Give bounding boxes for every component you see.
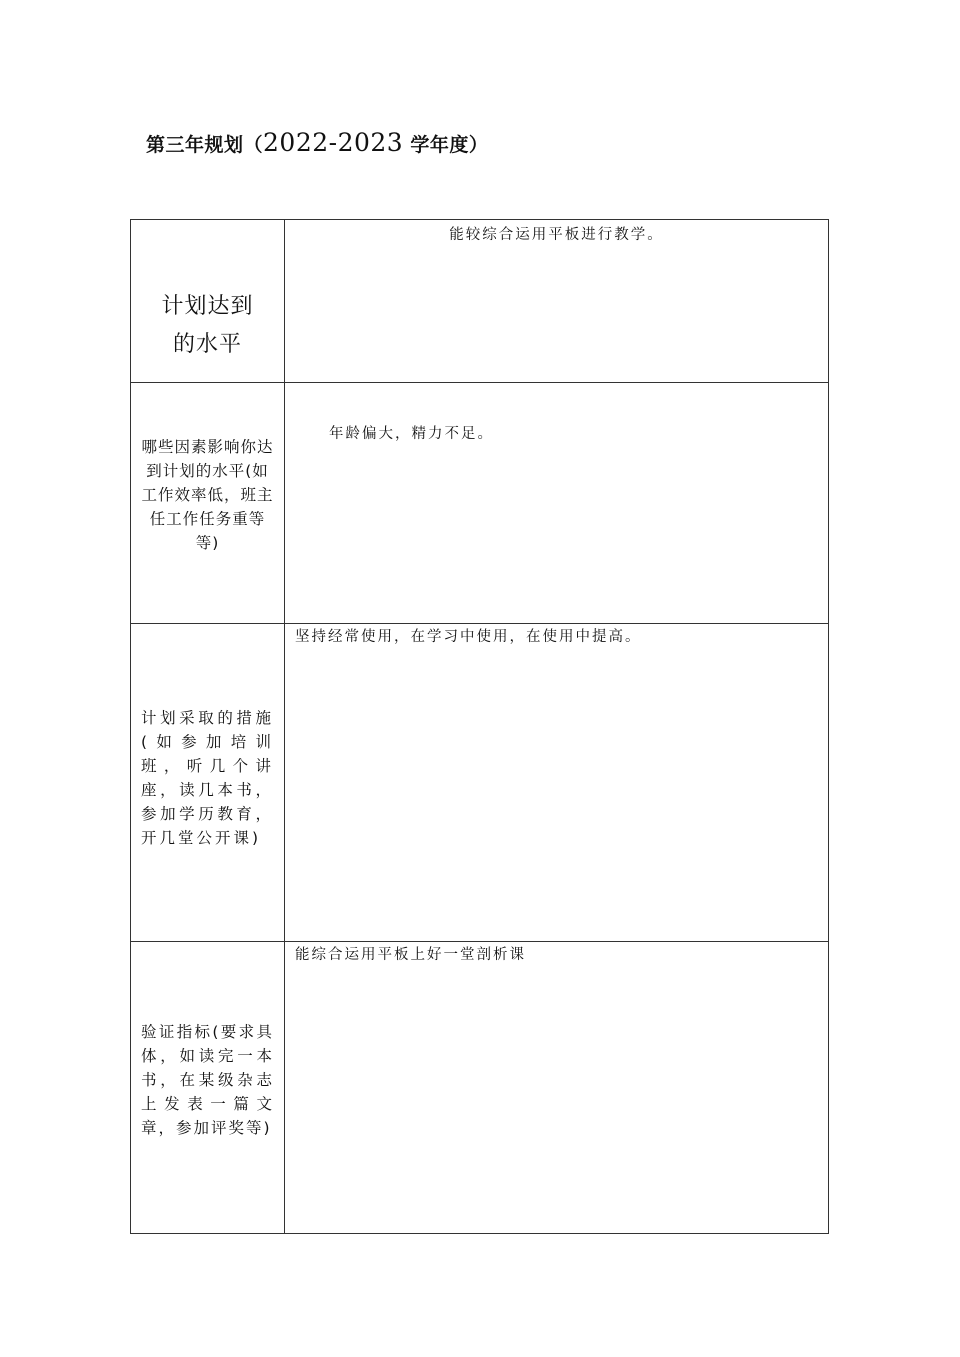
row-label-cell (131, 942, 285, 1234)
title-year-range: 2022-2023 (263, 128, 404, 157)
table-row (131, 220, 829, 383)
title-prefix: 第三年规划（ (146, 134, 264, 156)
row-label-line-2: 的水平 (172, 332, 242, 357)
row-label-cell (131, 624, 285, 942)
row-content: 能较综合运用平板进行教学。 (449, 227, 664, 243)
page-title (146, 128, 488, 157)
row-label: 哪些因素影响你达到计划的水平(如工作效率低，班主任工作任务重等等) (141, 438, 274, 552)
row-content: 能综合运用平板上好一堂剖析课 (295, 947, 526, 963)
plan-table (130, 219, 829, 1234)
row-label: 计划采取的措施(如参加培训班，听几个讲座，读几本书，参加学历教育，开几堂公开课) (141, 709, 274, 847)
row-label: 验证指标(要求具体，如读完一本书，在某级杂志上发表一篇文章，参加评奖等) (141, 1023, 274, 1137)
table-row (131, 624, 829, 942)
row-content-cell (285, 624, 829, 942)
row-label-line-1: 计划达到 (161, 294, 254, 319)
row-label (131, 220, 284, 364)
row-label-cell (131, 383, 285, 624)
row-content-cell (285, 383, 829, 624)
row-content: 坚持经常使用，在学习中使用，在使用中提高。 (295, 629, 642, 645)
row-label-cell (131, 220, 285, 383)
table-row (131, 942, 829, 1234)
row-content-cell (285, 942, 829, 1234)
table-row (131, 383, 829, 624)
row-content-cell (285, 220, 829, 383)
title-suffix: 学年度） (403, 134, 489, 156)
row-content: 年龄偏大，精力不足。 (329, 426, 494, 442)
